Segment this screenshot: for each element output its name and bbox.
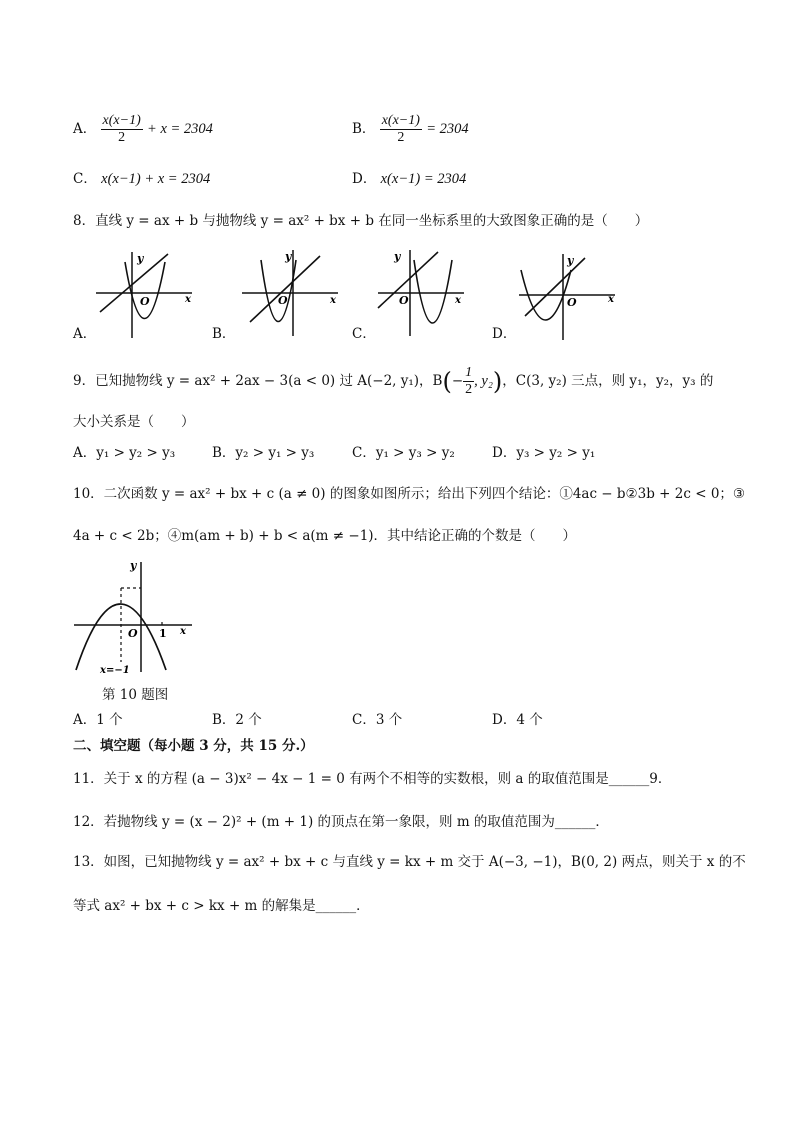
q9-fraction <box>463 365 474 398</box>
origin-label: O <box>128 627 138 640</box>
q10-caption: 第 10 题图 <box>102 687 169 703</box>
q7-option-c <box>73 170 210 188</box>
q12-text: 12．若抛物线 y = (x − 2)² + (m + 1) 的顶点在第一象限，则 m 的取值范围为______． <box>73 814 609 830</box>
y-label: y <box>394 250 401 263</box>
q9-option-b: B．y₂ > y₁ > y₃ <box>212 445 315 461</box>
q10-option-d: D．4 个 <box>492 712 543 728</box>
q9-stem-part-a: 9．已知抛物线 y = ax² + 2ax − 3(a < 0) 过 A(−2, y₁)，B <box>73 373 443 389</box>
q10-option-b: B．2 个 <box>212 712 262 728</box>
x-label: x <box>330 295 336 306</box>
q10-stem-line1: 10．二次函数 y = ax² + bx + c (a ≠ 0) 的图象如图所示；给出下列四个结论：①4ac − b②3b + 2c < 0；③ <box>73 486 746 502</box>
q9-fraction-denominator: 2 <box>465 382 473 397</box>
q7-option-b-label: B． <box>352 121 376 137</box>
q7-option-a-denominator: 2 <box>118 130 126 145</box>
q9-stem-part-b: C(3, y₂) 三点，则 y₁，y₂，y₃ 的 <box>515 373 714 389</box>
x-label: x <box>455 295 461 306</box>
q10-graph <box>70 558 200 676</box>
section-2-title: 二、填空题（每小题 3 分，共 15 分.） <box>73 738 314 754</box>
y-label: y <box>285 250 292 263</box>
q7-option-b-numerator: x(x−1) <box>381 113 420 128</box>
q8-graph-b <box>238 248 348 338</box>
q9-stem-line2: 大小关系是（ ） <box>73 414 195 430</box>
origin-label: O <box>278 294 288 307</box>
origin-label: O <box>399 294 409 307</box>
q10-option-c: C．3 个 <box>352 712 403 728</box>
q7-option-b <box>352 113 469 146</box>
q7-option-a-tail: + x = 2304 <box>147 121 213 137</box>
y-label: y <box>137 252 144 265</box>
q8-option-c-label: C． <box>352 326 376 342</box>
q9-stem: 9．已知抛物线 y = ax² + 2ax − 3(a < 0) 过 A(−2, y₁)，B(− $\frac{1}{2}$ , y₂)，C(3, y₂) 三点，则 y₁，y₂，y₃ 的 <box>73 365 714 397</box>
y-label: y <box>567 254 574 267</box>
q8-option-d-label: D． <box>492 326 517 342</box>
q11-text: 11．关于 x 的方程 (a − 3)x² − 4x − 1 = 0 有两个不相等的实数根，则 a 的取值范围是______9． <box>73 771 672 787</box>
q7-option-b-fraction <box>380 113 422 146</box>
q7-option-c-expr: x(x−1) + x = 2304 <box>101 171 211 187</box>
parabola <box>125 262 165 319</box>
axis-label: x=−1 <box>100 665 130 676</box>
parabola <box>261 260 296 322</box>
q10-option-a: A．1 个 <box>73 712 123 728</box>
q13-line1: 13．如图，已知抛物线 y = ax² + bx + c 与直线 y = kx + m 交于 A(−3, −1)，B(0, 2) 两点，则关于 x 的不 <box>73 854 746 870</box>
x-label: x <box>608 294 614 305</box>
q7-option-d <box>352 170 466 188</box>
q7-option-b-denominator: 2 <box>397 130 405 145</box>
x-label: x <box>185 294 191 305</box>
q8-stem: 8．直线 y = ax + b 与抛物线 y = ax² + bx + b 在同一坐标系里的大致图象正确的是（ ） <box>73 213 649 229</box>
origin-label: O <box>140 295 150 308</box>
q8-option-a-label: A． <box>73 326 97 342</box>
q9-option-d: D．y₃ > y₂ > y₁ <box>492 445 596 461</box>
q8-graph-d <box>515 252 625 342</box>
one-label: 1 <box>159 627 167 640</box>
q10-stem-line2: 4a + c < 2b；④m(am + b) + b < a(m ≠ −1)．其中结论正确的个数是（ ） <box>73 528 577 544</box>
q8-graph-a <box>92 250 202 340</box>
q9-option-c: C．y₁ > y₃ > y₂ <box>352 445 455 461</box>
q7-option-a <box>73 113 213 146</box>
q13-line2: 等式 ax² + bx + c > kx + m 的解集是______． <box>73 898 370 914</box>
q7-option-c-label: C． <box>73 171 97 187</box>
q7-option-b-tail: = 2304 <box>426 121 469 137</box>
q7-option-d-label: D． <box>352 171 377 187</box>
q7-option-a-fraction <box>101 113 143 146</box>
q8-option-b-label: B． <box>212 326 236 342</box>
q9-option-a: A．y₁ > y₂ > y₃ <box>73 445 176 461</box>
y-label: y <box>130 559 137 572</box>
x-label: x <box>180 626 186 637</box>
origin-label: O <box>567 296 577 309</box>
q7-option-a-label: A． <box>73 121 97 137</box>
q8-graph-c <box>374 248 484 338</box>
q9-fraction-numerator: 1 <box>465 365 473 380</box>
q7-option-d-expr: x(x−1) = 2304 <box>380 171 467 187</box>
q7-option-a-numerator: x(x−1) <box>102 113 141 128</box>
